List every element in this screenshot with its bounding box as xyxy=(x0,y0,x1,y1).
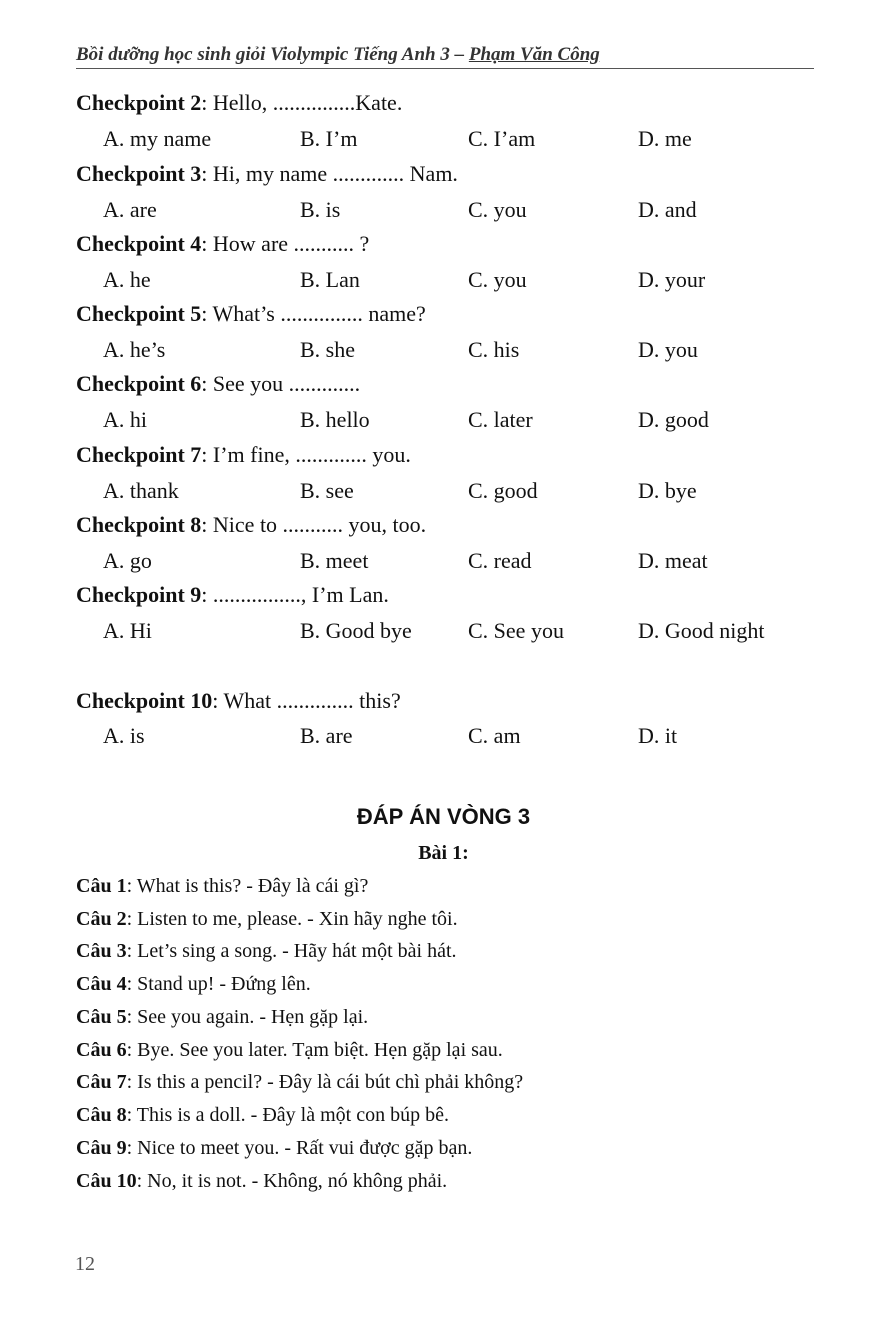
header-author: Phạm Văn Công xyxy=(468,44,600,65)
answer-text: : Stand up! - Đứng lên. xyxy=(126,973,311,995)
answer-line xyxy=(76,1104,449,1127)
option-d: D. bye xyxy=(638,478,697,503)
answer-text: : This is a doll. - Đây là một con búp bê. xyxy=(126,1104,449,1126)
option-b: B. meet xyxy=(300,548,369,573)
question-label: Checkpoint 8 xyxy=(76,512,202,537)
options-row xyxy=(0,723,887,753)
options-row xyxy=(0,478,887,508)
answer-label: Câu 1 xyxy=(76,875,127,897)
answer-text: : What is this? - Đây là cái gì? xyxy=(126,875,369,897)
option-b: B. are xyxy=(300,723,353,748)
question-text: : Nice to ........... you, too. xyxy=(201,512,427,537)
answer-text: : Let’s sing a song. - Hãy hát một bài hát. xyxy=(126,940,457,962)
question-label: Checkpoint 10 xyxy=(76,688,213,713)
option-a: A. hi xyxy=(103,407,147,432)
answers-subtitle: Bài 1: xyxy=(418,842,469,864)
option-b: B. see xyxy=(300,478,354,503)
question-label: Checkpoint 6 xyxy=(76,371,202,396)
options-row xyxy=(0,197,887,227)
option-c: C. I’am xyxy=(468,126,536,151)
answer-line xyxy=(76,1071,523,1094)
option-a: A. are xyxy=(103,197,157,222)
option-d: D. meat xyxy=(638,548,708,573)
options-row xyxy=(0,126,887,156)
question-text: : ................, I’m Lan. xyxy=(201,582,389,607)
options-row xyxy=(0,618,887,648)
option-b: B. is xyxy=(300,197,341,222)
option-d: D. good xyxy=(638,407,709,432)
question xyxy=(76,582,389,608)
option-a: A. thank xyxy=(103,478,179,503)
option-c: C. you xyxy=(468,197,527,222)
option-d: D. you xyxy=(638,337,698,362)
option-c: C. read xyxy=(468,548,532,573)
question xyxy=(76,442,411,468)
header-title: Bồi dưỡng học sinh giỏi Violympic Tiếng Anh 3 – xyxy=(76,44,469,65)
option-b: B. Good bye xyxy=(300,618,412,643)
question-text: : Hi, my name ............. Nam. xyxy=(201,161,458,186)
option-c: C. am xyxy=(468,723,521,748)
question-text: : What’s ............... name? xyxy=(201,301,426,326)
question-text: : What .............. this? xyxy=(212,688,401,713)
answer-line xyxy=(76,1170,447,1193)
answer-label: Câu 3 xyxy=(76,940,127,962)
page-header xyxy=(76,44,814,69)
options-row xyxy=(0,407,887,437)
question-label: Checkpoint 7 xyxy=(76,442,202,467)
answer-line xyxy=(76,1137,472,1160)
option-d: D. it xyxy=(638,723,678,748)
question-label: Checkpoint 3 xyxy=(76,161,202,186)
answer-text: : Listen to me, please. - Xin hãy nghe tôi. xyxy=(126,908,458,930)
option-a: A. my name xyxy=(103,126,212,151)
question-label: Checkpoint 5 xyxy=(76,301,202,326)
option-b: B. hello xyxy=(300,407,370,432)
answer-label: Câu 9 xyxy=(76,1137,127,1159)
question-text: : See you ............. xyxy=(201,371,361,396)
question xyxy=(76,371,360,397)
question xyxy=(76,301,426,327)
options-row xyxy=(0,337,887,367)
question-label: Checkpoint 4 xyxy=(76,231,202,256)
question-text: : I’m fine, ............. you. xyxy=(201,442,411,467)
question-label: Checkpoint 9 xyxy=(76,582,202,607)
answer-label: Câu 2 xyxy=(76,908,127,930)
option-c: C. good xyxy=(468,478,538,503)
answer-text: : Nice to meet you. - Rất vui được gặp bạn. xyxy=(126,1137,473,1159)
answer-line xyxy=(76,1006,368,1029)
option-a: A. go xyxy=(103,548,152,573)
option-b: B. she xyxy=(300,337,355,362)
option-c: C. his xyxy=(468,337,520,362)
answer-label: Câu 6 xyxy=(76,1039,127,1061)
question xyxy=(76,161,458,187)
answers-title: ĐÁP ÁN VÒNG 3 xyxy=(356,804,531,829)
answer-text: : Is this a pencil? - Đây là cái bút chì phải không? xyxy=(126,1071,524,1093)
page-number: 12 xyxy=(75,1253,95,1275)
option-a: A. he’s xyxy=(103,337,166,362)
option-c: C. See you xyxy=(468,618,564,643)
answer-label: Câu 8 xyxy=(76,1104,127,1126)
option-a: A. is xyxy=(103,723,145,748)
answer-label: Câu 5 xyxy=(76,1006,127,1028)
question xyxy=(76,90,402,116)
answer-text: : Bye. See you later. Tạm biệt. Hẹn gặp lại sau. xyxy=(126,1039,503,1061)
option-d: D. your xyxy=(638,267,706,292)
option-c: C. you xyxy=(468,267,527,292)
option-d: D. and xyxy=(638,197,697,222)
answer-text: : No, it is not. - Không, nó không phải. xyxy=(136,1170,448,1192)
answer-label: Câu 7 xyxy=(76,1071,127,1093)
question xyxy=(76,231,369,257)
answer-label: Câu 10 xyxy=(76,1170,137,1192)
option-b: B. Lan xyxy=(300,267,360,292)
option-b: B. I’m xyxy=(300,126,358,151)
answer-line xyxy=(76,973,311,996)
question-text: : Hello, ...............Kate. xyxy=(201,90,403,115)
question xyxy=(76,688,401,714)
answer-line xyxy=(76,1039,503,1062)
option-a: A. Hi xyxy=(103,618,152,643)
option-a: A. he xyxy=(103,267,151,292)
answer-label: Câu 4 xyxy=(76,973,127,995)
question-label: Checkpoint 2 xyxy=(76,90,202,115)
answer-line xyxy=(76,875,368,898)
option-d: D. me xyxy=(638,126,692,151)
answer-line xyxy=(76,908,458,931)
option-c: C. later xyxy=(468,407,533,432)
question-text: : How are ........... ? xyxy=(201,231,370,256)
question xyxy=(76,512,426,538)
option-d: D. Good night xyxy=(638,618,765,643)
options-row xyxy=(0,548,887,578)
answer-line xyxy=(76,940,457,963)
options-row xyxy=(0,267,887,297)
answer-text: : See you again. - Hẹn gặp lại. xyxy=(126,1006,369,1028)
